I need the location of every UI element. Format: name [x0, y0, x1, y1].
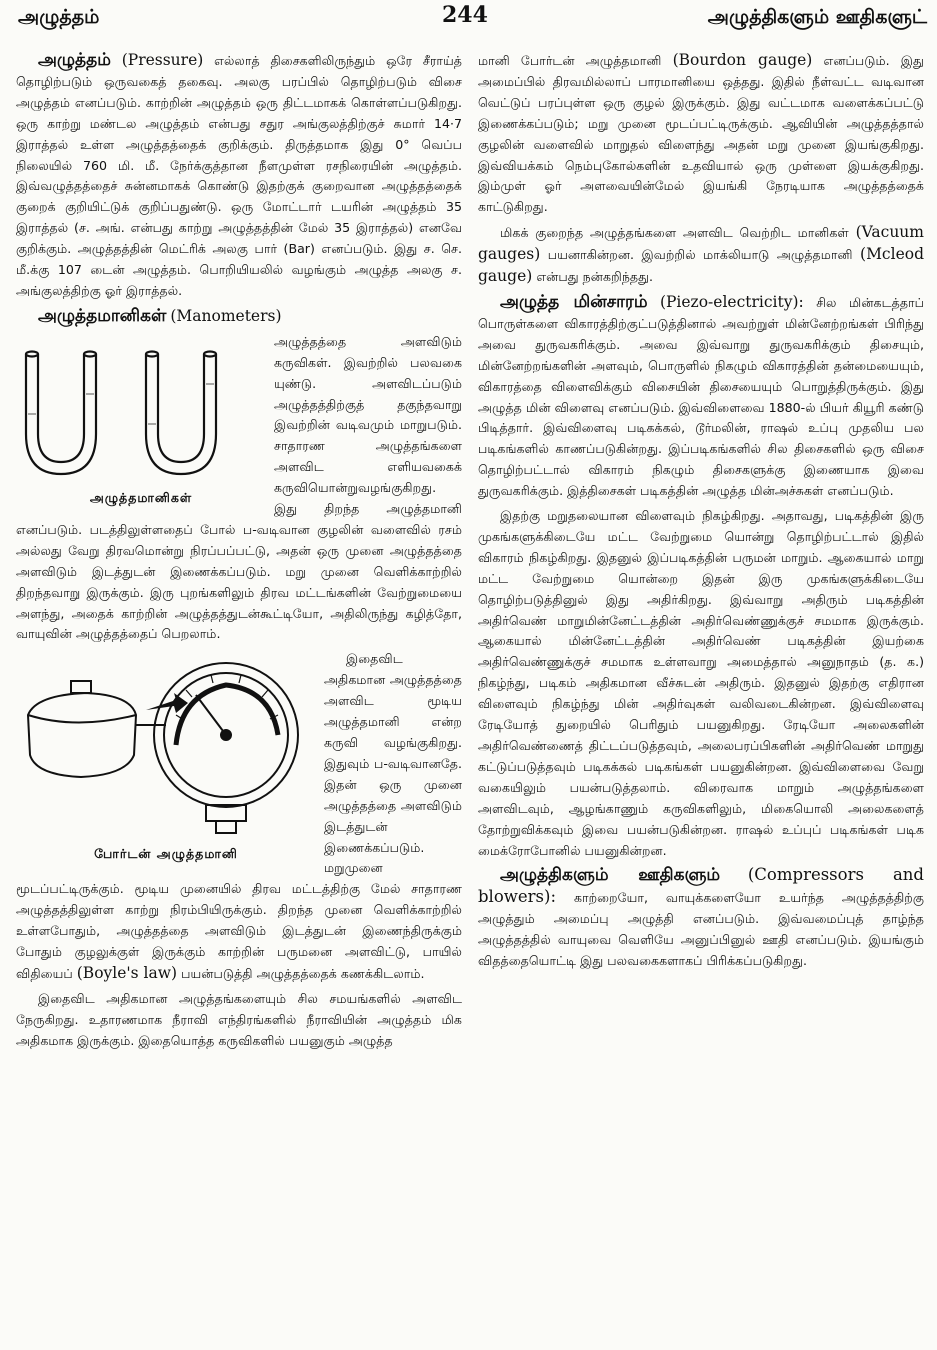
- pressure-english: (Pressure): [121, 51, 204, 69]
- vacuum-gauge-entry: [478, 222, 924, 288]
- piezo-term: அழுத்த மின்சாரம்: [500, 291, 648, 312]
- pressure-term: அழுத்தம்: [38, 50, 111, 70]
- mcleod-english: (Mcleod gauge): [478, 245, 924, 286]
- left-column: [16, 50, 462, 1056]
- manometers-english: (Manometers): [170, 306, 282, 325]
- manometer-figure-caption: அழுத்தமானிகள்: [89, 489, 193, 505]
- piezo-entry: [478, 292, 924, 502]
- right-column: [478, 50, 924, 976]
- piezo-text: சில மின்கடத்தாப் பொருள்களை விகாரத்திற்குட்படுத்தினால் அவற்றுள் மின்னேற்றங்கள் பிரிந்து அவை துருவகரிக்கும். அவை இவ்வாறு துருவகரிக்கும் திசையும், மின்னேற்றங்களின் அளவும், பொருளில் நிகழும் விகாரத்தின் தன்மையையும், விகாரத்தை விளைவிக்கும் விசையின் திசையையும் பொறுத்திருக்கும். இது அழுத்த மின் விளைவு எனப்படும். இவ்விளைவை 1880-ல் பியர் கியூரி கண்டு பிடித்தார். இவ்விளைவு படிகக்கல், டூர்மலின், ராஷல் உப்பு முதலிய பல படிகங்களில் காணப்படுகின்றது. இப்படிகங்களில் சில திசைகளில் ஒரு விசை தொழிற்பட்டால் விகாரம் நிகழும் திசைகளுக்கு இணையாக இவை துருவகரிக்கும். இத்திசைகள் படிகத்தின் அழுத்த மின்அச்சுகள் எனப்படும்.: [478, 294, 924, 499]
- manometers-entry: [16, 306, 462, 328]
- compressors-entry: [478, 865, 924, 972]
- u-tube-manometer-illustration: [16, 334, 266, 484]
- high-pressure-text: இதைவிட அதிகமான அழுத்தங்களையும் சில சமயங்களில் அளவிட நேருகிறது. உதாரணமாக நீராவி எந்திரங்களில் நீராவியின் அழுத்தம் மிக அதிகமாக இருக்கும். இதையொத்த கருவிகளில் பயனுகும் அழுத்த: [16, 990, 462, 1048]
- bourdon-gauge-illustration: [16, 655, 316, 840]
- bourdon-start: மானி போர்டன் அழுத்தமானி: [478, 53, 662, 68]
- boyles-law-english: (Boyle's law): [76, 963, 178, 982]
- compressors-text: காற்றையோ, வாயுக்களையோ உயர்ந்த அழுத்தத்திற்கு அழுத்தும் அமைப்பு அழுத்தி எனப்படும். இவ்வமைப்புத் தாழ்ந்த அழுத்தத்தில் வாயுவை வெளியே அனுப்பினுல் ஊதி எனப்படும். இயங்கும் விதத்தையொட்டி இது பலவகைகளாகப் பிரிக்கப்படுகிறது.: [478, 890, 924, 969]
- bourdon-gauge-entry: [478, 50, 924, 218]
- closed-manometer-body: இதைவிட அதிகமான அழுத்தத்தை அளவிட மூடிய அழுத்தமானி என்ற கருவி வழங்குகிறது. இதுவும் ப-வடிவானதே. இதன் ஒரு முனை அழுத்தத்தை அளவிடும் இடத்துடன் இணைக்கப்படும். மறுமுனை மூடப்பட்டிருக்கும். மூடிய முனையில் திரவ மட்டத்திற்கு மேல் சாதாரண அழுத்தத்திலுள்ள காற்று நிரம்பியிருக்கும். திறந்த முனை வெளிக்காற்றில் உள்ளபோதும், அழுத்தத்தை அளவிடும் இடத்துடன் இணைந்திருக்கும் போதும் குழலுக்குள் இருக்கும் காற்றின் பருமனை அளவிட்டு, பாயில் விதியைப்: [16, 651, 462, 981]
- vacuum-english: (Vacuum gauges): [478, 223, 924, 264]
- pressure-text: எல்லாத் திசைகளிலிருந்தும் ஒரே சீராய்த் தொழிற்படும் ஒருவகைத் தகைவு. அலகு பரப்பில் தொழிற்படும் விசை அழுத்தம் எனப்படும். காற்றின் அழுத்தம் ஒரு திட்டமாகக் கொள்ளப்படுகிறது. ஒரு காற்று மண்டல அழுத்தம் என்பது சதுர அங்குலத்திற்குச் சுமார் 14·7 இராத்தல் உள்ள அழுத்தத்தைக் குறிக்கும். திருத்தமாக இது 0° வெப்ப நிலையில் 760 மி. மீ. நேர்க்குத்தான நீளமுள்ள ரசநிரையின் அழுத்தம். இவ்வழுத்தத்தைச் சுன்னமாகக் கொண்டு இதற்குக் குறைவான அழுத்தத்தைக் குறைக் குறியிட்டுக் குறிப்பதுண்டு. ஒரு மோட்டார் டயரின் அழுத்தம் 35 இராத்தல் (ச. அங். என்பது காற்று அழுத்தத்தின் மேல் 35 இராத்தல்) எனவே குறிக்கும். அழுத்தத்தின் மெட்ரிக் அலகு பார் (Bar) எனப்படும். இது ச. செ. மீ.க்கு 107 டைன் அழுத்தம். பொறியியலில் வழங்கும் அழுத்த அலகு ச. அங்குலத்திற்கு ஓர் இராத்தல்.: [16, 53, 462, 298]
- bourdon-english: (Bourdon gauge): [672, 51, 813, 69]
- bourdon-text: எனப்படும். இது அமைப்பில் திரவமில்லாப் பாரமானியை ஒத்தது. இதில் நீள்வட்ட வடிவான வெட்டுப் பரப்புள்ள ஒரு குழல் இருக்கும். இது வட்டமாக வளைக்கப்பட்டு இணைக்கப்படும்; மறு முனை மூடப்பட்டிருக்கும். ஆவியின் அழுத்தத்தால் குழலின் வளைவில் மாறுதல் விளைந்து அதன் மறு முனை இயங்குகிறது. இவ்வியக்கம் நெம்புகோல்களின் உதவியால் ஒரு முள்ளை இயக்குகிறது. இம்முள் ஓர் அளவையின்மேல் இயங்கி நேரடியாக அழுத்தத்தைக் காட்டுகிறது.: [478, 53, 924, 215]
- header-right-title: அழுத்திகளும் ஊதிகளுட்: [707, 6, 927, 28]
- vacuum-text-3: என்பது நன்கறிந்தது.: [536, 269, 654, 285]
- page-number: 244: [442, 2, 488, 28]
- compressors-english: (Compressors and blowers):: [478, 865, 924, 907]
- piezo-english: (Piezo-electricity):: [659, 292, 804, 311]
- manometer-figure: [16, 334, 266, 509]
- header-left-title: அழுத்தம்: [18, 6, 100, 28]
- manometers-term: அழுத்தமானிகள்: [38, 305, 167, 326]
- compressors-term: அழுத்திகளும் ஊதிகளும்: [500, 865, 721, 886]
- piezo-converse-text: இதற்கு மறுதலையான விளைவும் நிகழ்கிறது. அதாவது, படிகத்தின் இரு முகங்களுக்கிடையே மட்ட வேற்றுமை யொன்று தொழிற்பட்டால் இதில் விகாரம் நிகழ்கிறது. இதனுல் இப்படிகத்தின் பருமன் மாறும். ஆகையால் மாறு மட்ட வேற்றுமை யொன்றை இதன் இரு முகங்களுக்கிடையே தொழிற்படுத்தினுல் இது அதிர்கிறது. இவ்வாறு அதிரும் படிகத்தின் அதிர்வெண் மாறுமின்னேட்டத்தின் அதிர்வெண்ணுக்குச் சமமாக இருக்கும். ஆகையால் மின்னேட்டத்தின் அதிர்வெண் படிகத்தின் இயற்கை அதிர்வெண்ணுக்குச் சமமாக உள்ளவாறு அமைத்தால் அனுநாதம் (த. க.) நிகழ்ந்து, படிகம் அதிகமான வீச்சுடன் அதிரும். இதனுல் இதற்கு எதிரான விளைவும் நிகழ்ந்து மின் அதிர்வுகள் வலிவடைகின்றன. இவ்விளைவு ரேடியோத் துறையில் பெரிதும் பயனுகிறது. ரேடியோ அலைகளின் அதிர்வெண்ணைத் திட்டப்படுத்தவும், அலைபரப்பிகளின் அதிர்வெண் மாறுது கட்டுப்படுத்தவும் படிகக்கல் படிகங்கள் பயனுகின்றன. இவ்விளைவை வேறு வகையிலும் பயன்படுத்தலாம். விரைவாக மாறும் அழுத்தங்களை அளவிடவும், ஆழங்காணும் கருவிகளிலும், மிகையொலி அலைகளைத் தோற்றுவிக்கவும் இவை பயன்படுகின்றன. ராஷல் உப்புப் படிகங்கள் படிக மைக்ரோபோனில் பயனுகின்றன.: [478, 508, 924, 858]
- closed-manometer-end: பயன்படுத்தி அழுத்தத்தைக் கணக்கிடலாம்.: [181, 965, 425, 981]
- vacuum-text-2: பயனாகின்றன. இவற்றில் மாக்லியாடு அழுத்தமானி: [547, 247, 853, 263]
- page-header: [0, 0, 937, 38]
- pressure-entry: [16, 50, 462, 302]
- manometers-text: அழுத்தத்தை அளவிடும் கருவிகள். இவற்றில் பலவகை யுண்டு. அளவிடப்படும் அழுத்தத்திற்குத் தகுந்தவாறு இவற்றின் வடிவமும் மாறுபடும். சாதாரண அழுத்தங்களை அளவிட எளியவகைக் கருவியொன்றுவழங்குகிறது. இது திறந்த அழுத்தமானி எனப்படும். படத்திலுள்ளதைப் போல் ப-வடிவான குழலின் வளைவில் ரசம் அல்லது வேறு திரவமொன்று நிரப்பப்பட்டு, அதன் ஒரு முனை அழுத்தத்தை அளவிடும் இடத்துடன் இணைக்கப்படும். மறு முனை வெளிக்காற்றில் திறந்தவாறு இருக்கும். இரு புறங்களிலும் திரவ மட்டங்களின் வேற்றுமையை அளந்து, அதைக் காற்றின் அழுத்தத்துடன்கூட்டியோ, அதிலிருந்து கழித்தோ, வாயுவின் அழுத்தத்தைப் பெறலாம்.: [16, 333, 462, 642]
- bourdon-gauge-figure: [16, 655, 316, 865]
- vacuum-text: மிகக் குறைந்த அழுத்தங்களை அளவிட வெற்றிட மானிகள்: [500, 225, 849, 241]
- bourdon-gauge-caption: போர்டன் அழுத்தமானி: [94, 846, 238, 862]
